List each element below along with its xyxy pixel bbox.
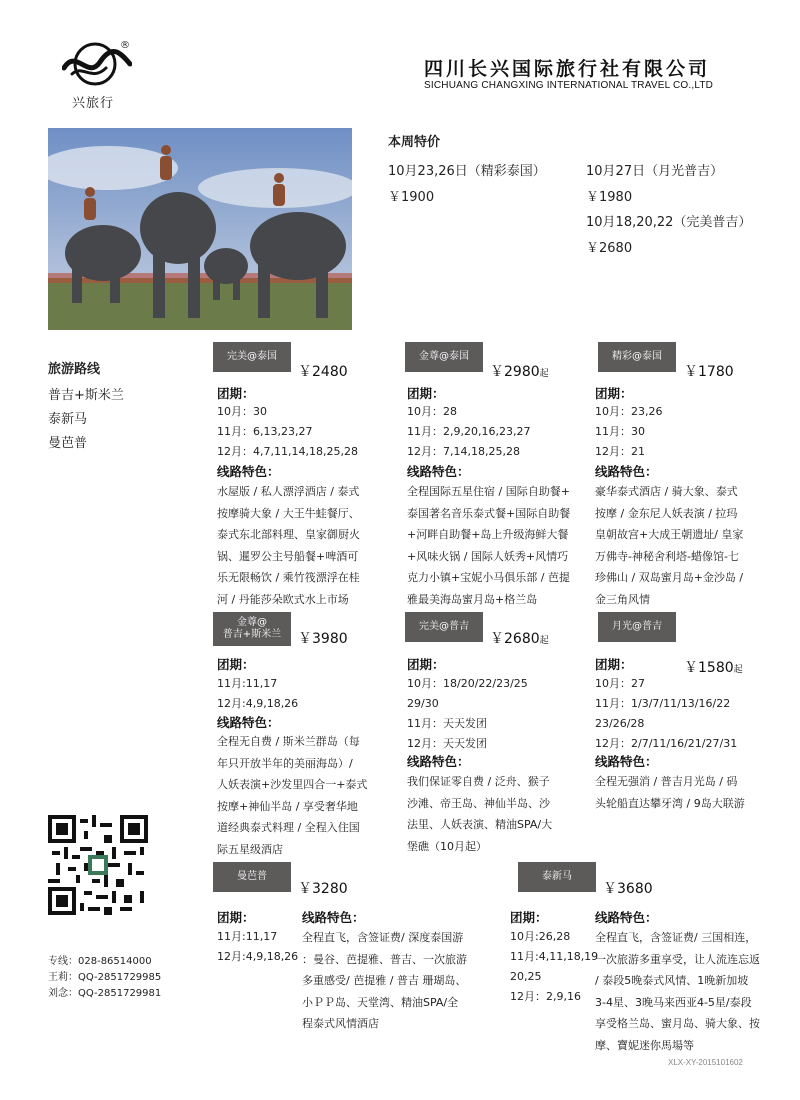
dates-heading: 团期： [595, 657, 633, 672]
product-tag: 泰新马 [518, 862, 596, 892]
registered-mark: ® [120, 40, 130, 51]
route-item[interactable]: 普吉+斯米兰 [48, 388, 124, 403]
deal-date: 10月18,20,22（完美普吉） [586, 215, 752, 230]
features-heading: 线路特色： [217, 464, 280, 479]
product-tag: 金尊@泰国 [405, 342, 483, 372]
features-heading: 线路特色： [407, 754, 470, 769]
product-tag: 精彩@泰国 [598, 342, 676, 372]
dates-heading: 团期： [217, 386, 255, 401]
dates-heading: 团期： [407, 386, 445, 401]
dates-list: 10月：27 11月：1/3/7/11/13/16/22 23/26/28 12月：2/7/11/16/21/27/31 [595, 677, 738, 750]
contact-line: 王莉：QQ-2851729985 [48, 972, 162, 983]
product-tag: 月光@普吉 [598, 612, 676, 642]
dates-heading: 团期： [217, 657, 255, 672]
product-tag: 完美@泰国 [213, 342, 291, 372]
features-heading: 线路特色： [595, 754, 658, 769]
elephant-photo [48, 128, 352, 330]
dates-list: 10月：18/20/22/23/25 29/30 11月：天天发团 12月：天天发团 [407, 677, 528, 750]
company-name-cn: 四川长兴国际旅行社有限公司 [424, 58, 711, 80]
route-item[interactable]: 泰新马 [48, 412, 88, 427]
dates-heading: 团期： [217, 910, 255, 925]
product-price: ￥1580起 [684, 660, 743, 676]
features-text: 全程直飞，含签证费/ 三国相连， 一次旅游多重享受，让人流连忘返 / 泰段5晚泰式风情、1晚新加坡 3-4星、3晚马来西亚4-5星/泰段 享受格兰岛、蜜月岛、骑大象、按 摩、寶妮迷你馬場等 [595, 931, 760, 1052]
features-text: 全程直飞，含签证费/ 深度泰国游 ：曼谷、芭提雅、普吉、一次旅游 多重感受/ 芭提雅 / 普吉 珊瑚岛、 小ＰＰ岛、天堂湾、精油SPA/全 程泰式风情酒店 [302, 931, 467, 1030]
route-item[interactable]: 曼芭普 [48, 436, 88, 451]
product-price: ￥2480 [298, 364, 348, 380]
logo-text: 兴旅行 [72, 96, 115, 111]
features-text: 水屋版 / 私人漂浮酒店 / 泰式 按摩骑大象 / 大王牛蛙餐厅、 泰式东北部料理、皇家御厨火 锅、暹罗公主号船餐+啤酒可 乐无限畅饮 / 乘竹筏漂浮在桂 河 / 丹能莎朵欧式水上市场 [217, 485, 360, 606]
product-tag: 完美@普吉 [405, 612, 483, 642]
dates-heading: 团期： [510, 910, 548, 925]
product-price: ￥3980 [298, 631, 348, 647]
product-tag: 曼芭普 [213, 862, 291, 892]
features-heading: 线路特色： [595, 910, 658, 925]
dates-list: 11月:11,17 12月:4,9,18,26 [217, 930, 299, 963]
product-price: ￥1780 [684, 364, 734, 380]
qr-code[interactable] [48, 815, 148, 915]
dates-list: 10月:26,28 11月:4,11,18,19 20,25 12月：2,9,16 [510, 930, 599, 1003]
features-text: 全程无强消 / 普吉月光岛 / 码 头轮船直达攀牙湾 / 9岛大联游 [595, 775, 745, 810]
deal-price: ￥1900 [388, 190, 435, 205]
features-heading: 线路特色： [595, 464, 658, 479]
features-heading: 线路特色： [302, 910, 365, 925]
deal-price: ￥1980 [586, 190, 633, 205]
dates-list: 11月:11,17 12月:4,9,18,26 [217, 677, 299, 710]
deal-date: 10月23,26日（精彩泰国） [388, 164, 546, 179]
features-text: 全程无自费 / 斯米兰群岛（每 年只开放半年的美丽海岛）/ 人妖表演+沙发里四合一+泰式 按摩+神仙半岛 / 享受奢华地 道经典泰式料理 / 全程入住国 际五星级酒店 [217, 735, 368, 856]
features-text: 豪华泰式酒店 / 骑大象、泰式 按摩 / 金东尼人妖表演 / 拉玛 皇朝故宫+大成王朝遗址/ 皇家 万佛寺-神秘舍利塔-蜡像馆-七 珍佛山 / 双岛蜜月岛+金沙岛 / 金三角风情 [595, 485, 744, 606]
dates-heading: 团期： [407, 657, 445, 672]
document-code: XLX-XY-2015101602 [668, 1058, 743, 1067]
product-tag: 金尊@ 普吉+斯米兰 [213, 612, 291, 646]
features-text: 我们保证零自费 / 泛舟、猴子 沙滩、帝王岛、神仙半岛、沙 法里、人妖表演、精油SPA/大 堡礁（10月起） [407, 775, 553, 853]
contact-line: 专线：028-86514000 [48, 956, 152, 967]
product-price: ￥2680起 [490, 631, 549, 647]
contact-line: 刘念：QQ-2851729981 [48, 988, 162, 999]
product-price: ￥3280 [298, 881, 348, 897]
deal-price: ￥2680 [586, 241, 633, 256]
features-heading: 线路特色： [217, 715, 280, 730]
product-price: ￥2980起 [490, 364, 549, 380]
routes-title: 旅游路线 [48, 362, 101, 377]
dates-list: 10月：28 11月：2,9,20,16,23,27 12月：7,14,18,25,28 [407, 405, 531, 458]
dates-list: 10月：23,26 11月：30 12月：21 [595, 405, 663, 458]
dates-heading: 团期： [595, 386, 633, 401]
deal-date: 10月27日（月光普吉） [586, 164, 724, 179]
company-name-en: SICHUANG CHANGXING INTERNATIONAL TRAVEL CO.,LTD [424, 80, 714, 91]
features-text: 全程国际五星住宿 / 国际自助餐+ 泰国著名音乐泰式餐+国际自助餐 +河畔自助餐+岛上升级海鲜大餐 +风味火锅 / 国际人妖秀+风情巧 克力小镇+宝妮小马俱乐部 / 芭提 雅最美海岛蜜月岛+格兰岛 [407, 485, 571, 606]
product-price: ￥3680 [603, 881, 653, 897]
weekly-specials-title: 本周特价 [388, 135, 441, 150]
dates-list: 10月：30 11月：6,13,23,27 12月：4,7,11,14,18,25,28 [217, 405, 358, 458]
features-heading: 线路特色： [407, 464, 470, 479]
